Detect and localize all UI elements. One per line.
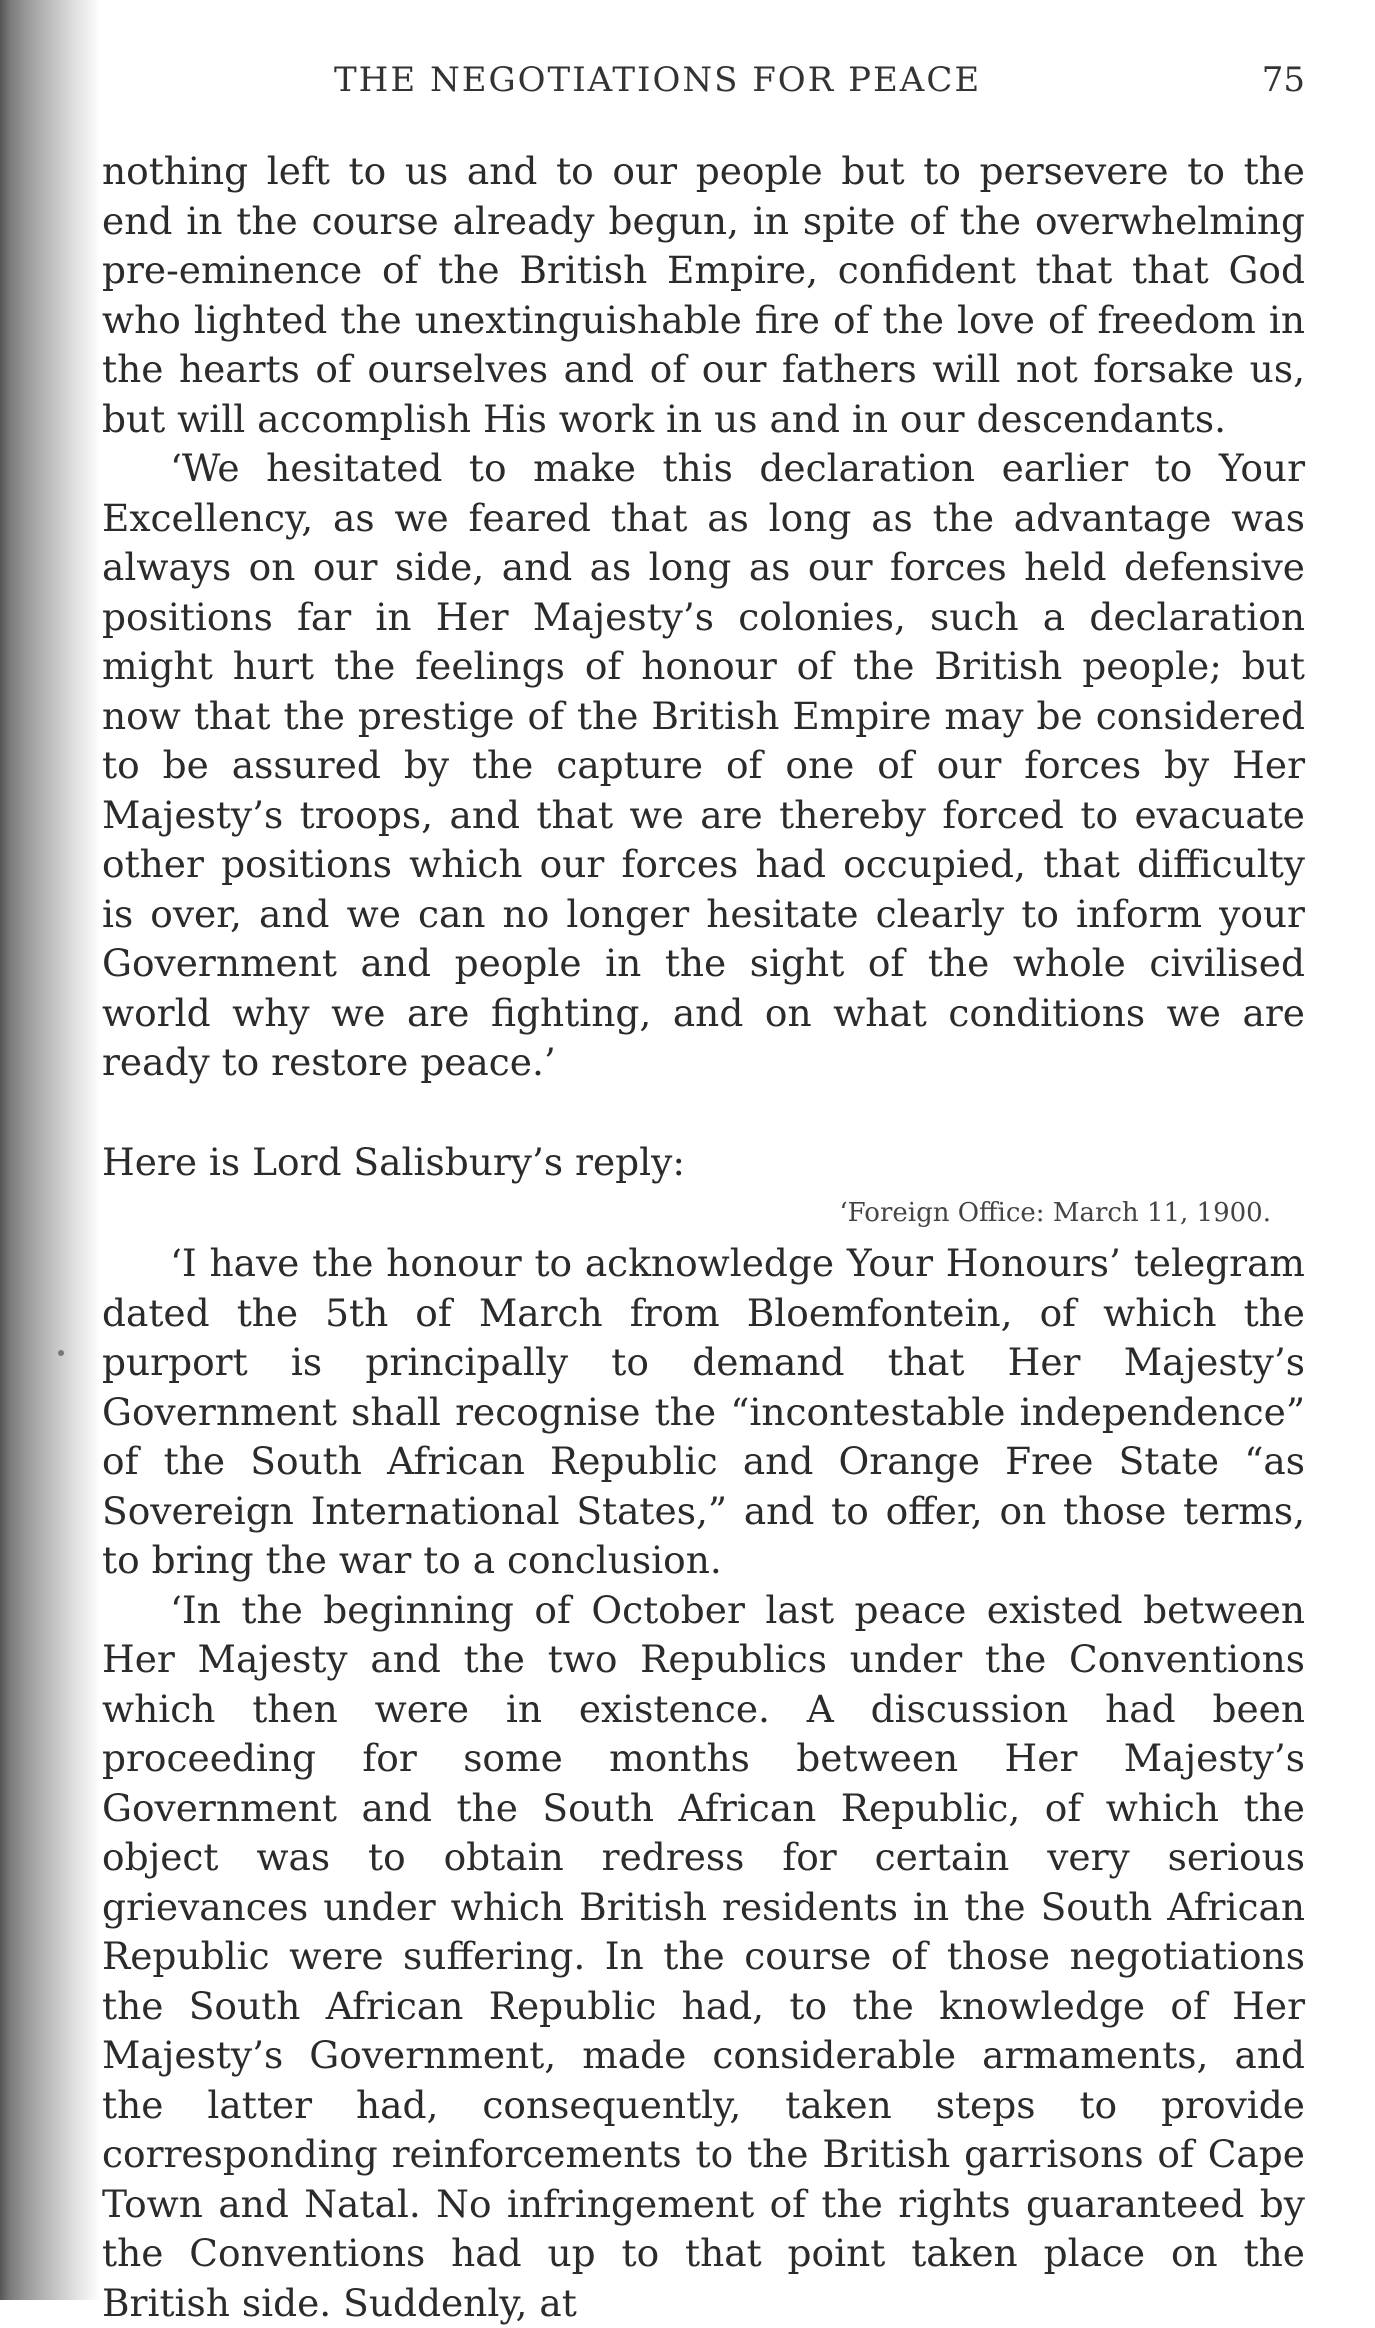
running-title: THE NEGOTIATIONS FOR PEACE [334, 60, 981, 100]
paragraph-declaration: ‘We hesitated to make this declaration earlier to Your Excellency, as we feared that as long as the advantage was always on our side, and as long as our forces held defensive positions far in Her Majesty’s colonies, such a declaration might hurt the feelings of honour of the British people; but now that the prestige of the British Empire may be considered to be assured by the capture of one of our forces by Her Majesty’s troops, and that we are thereby forced to evacuate other positions which our forces had occupied, that difficulty is over, and we can no longer hesitate clearly to inform your Government and people in the sight of the whole civilised world why we are fighting, and on what conditions we are ready to restore peace.’ [102, 444, 1305, 1088]
page-header [100, 60, 1305, 110]
page-body [102, 147, 1305, 2328]
page-number: 75 [1262, 60, 1305, 100]
page-speck [58, 1350, 64, 1356]
paragraph-october: ‘In the beginning of October last peace existed between Her Majesty and the two Republics under the Conventions which then were in existence. A discussion had been proceeding for some months between Her Majesty’s Government and the South African Republic, of which the object was to obtain redress for certain very serious grievances under which British residents in the South African Republic were suffering. In the course of those negotiations the South African Republic had, to the knowledge of Her Majesty’s Government, made considerable armaments, and the latter had, consequently, taken steps to provide corresponding reinforcements to the British garrisons of Cape Town and Natal. No infringement of the rights guaranteed by the Conventions had up to that point taken place on the British side. Suddenly, at [102, 1586, 1305, 2328]
paragraph-acknowledgement: ‘I have the honour to acknowledge Your Honours’ telegram dated the 5th of March from Bloemfontein, of which the purport is principally to demand that Her Majesty’s Government shall recognise the “incontestable independence” of the South African Republic and Orange Free State “as Sovereign International States,” and to offer, on those terms, to bring the war to a conclusion. [102, 1239, 1305, 1586]
reply-intro: Here is Lord Salisbury’s reply: [102, 1138, 1305, 1188]
book-spine-shadow [0, 0, 100, 2300]
letter-dateline: ‘Foreign Office: March 11, 1900. [102, 1187, 1305, 1239]
paragraph-continuation: nothing left to us and to our people but to persevere to the end in the course already begun, in spite of the overwhelming pre-eminence of the British Empire, confident that that God who lighted the unextinguishable fire of the love of freedom in the hearts of ourselves and of our fathers will not forsake us, but will accomplish His work in us and in our descendants. [102, 147, 1305, 444]
section-gap [102, 1088, 1305, 1138]
